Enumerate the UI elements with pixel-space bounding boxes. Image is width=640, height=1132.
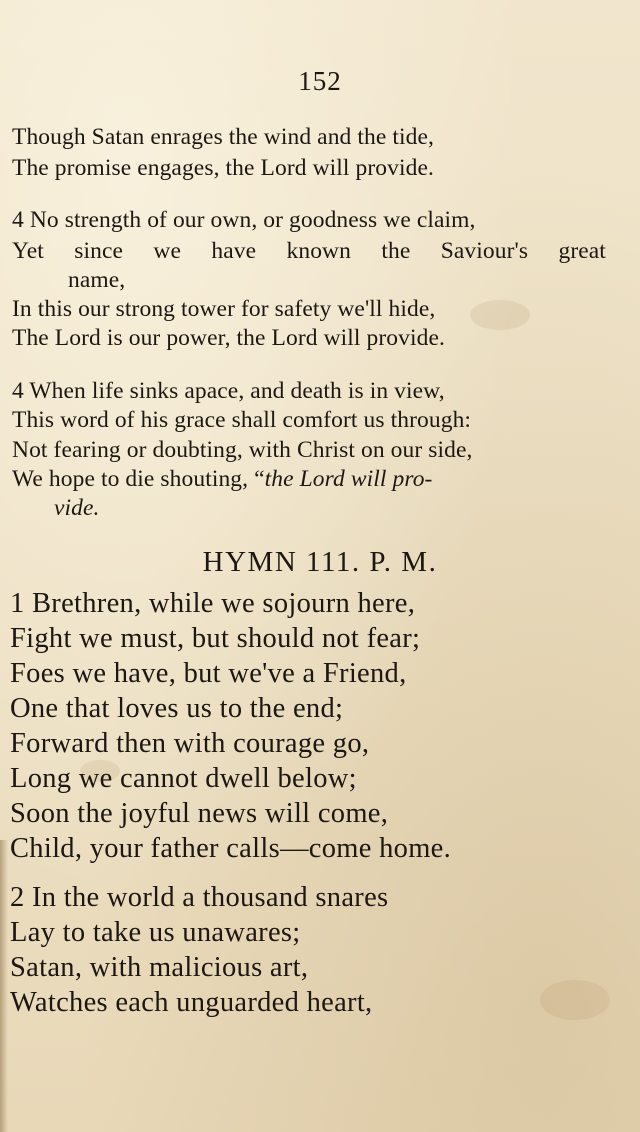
verse-word: since [74,238,124,264]
verse-line: Fight we must, but should not fear; [10,623,421,654]
verse-line: Foes we have, but we've a Friend, [10,658,407,689]
verse-line: 2 In the world a thousand snares [10,882,389,913]
verse-word: the [381,238,411,264]
verse-line: This word of his grace shall comfort us through: [12,407,472,433]
verse-text: We hope to die shouting, “ [12,466,265,492]
verse-line: 4 When life sinks apace, and death is in view, [12,378,445,404]
verse-word: have [211,238,257,264]
verse-word: we [153,238,182,264]
verse-line-indented: vide. [54,495,100,521]
verse-line: Though Satan enrages the wind and the tide, [12,124,434,150]
verse-line: In this our strong tower for safety we'll hide, [12,296,436,322]
verse-line: Lay to take us unawares; [10,917,301,948]
verse-line-indented: name, [68,267,126,293]
verse-word: known [286,238,351,264]
page-number: 152 [298,66,342,96]
verse-line: Satan, with malicious art, [10,952,309,983]
verse-line: Long we cannot dwell below; [10,763,357,794]
verse-line: Child, your father calls—come home. [10,833,452,864]
verse-line: The Lord is our power, the Lord will provide. [12,325,445,351]
hymn-heading: HYMN 111. P. M. [202,546,438,578]
verse-word: Saviour's [440,238,529,264]
verse-line [12,466,432,493]
verse-line: 1 Brethren, while we sojourn here, [10,588,416,619]
paper-stain [540,980,610,1020]
verse-line: The promise engages, the Lord will provide. [12,155,434,181]
verse-word: great [558,238,606,264]
verse-word: Yet [12,238,44,264]
verse-text-italic: the Lord will pro- [264,466,433,492]
verse-line: 4 No strength of our own, or goodness we claim, [12,207,476,233]
verse-line: Not fearing or doubting, with Christ on our side, [12,437,473,463]
page-binding-shadow [0,840,8,1132]
paper-stain [470,300,530,330]
verse-line-justified [12,238,606,265]
verse-line: One that loves us to the end; [10,693,344,724]
verse-line: Watches each unguarded heart, [10,987,373,1018]
verse-line: Soon the joyful news will come, [10,798,389,829]
verse-line: Forward then with courage go, [10,728,370,759]
